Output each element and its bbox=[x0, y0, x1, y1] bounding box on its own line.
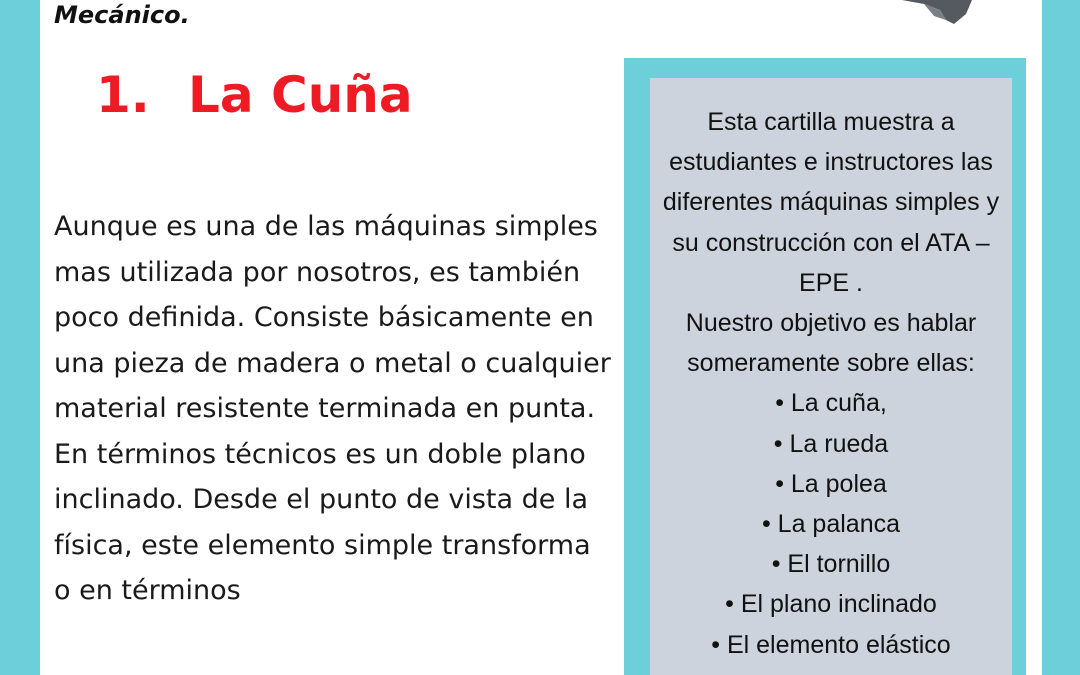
list-item: • La rueda bbox=[773, 429, 889, 458]
body-paragraph-1: Aunque es una de las máquinas simples mas utilizada por nosotros, es también poco definida. Consiste básicamente en una pieza de madera o metal o cualquier material resistente terminada en punta. bbox=[54, 211, 611, 424]
list-item: • El tornillo bbox=[771, 550, 891, 579]
page-title bbox=[96, 60, 413, 130]
list-item: • La polea bbox=[775, 469, 887, 498]
top-label: Mecánico. bbox=[54, 1, 190, 29]
machine-illustration bbox=[862, 0, 972, 26]
sidebar-frame bbox=[624, 58, 1026, 675]
sidebar-box bbox=[650, 78, 1012, 675]
body-paragraph-2: En términos técnicos es un doble plano inclinado. Desde el punto de vista de la física, este elemento simple transforma o en términos bbox=[54, 438, 591, 606]
sidebar-objective: Nuestro objetivo es hablar someramente sobre ellas: bbox=[685, 309, 977, 378]
list-item: • La cuña, bbox=[775, 389, 887, 418]
list-item: • El plano inclinado bbox=[725, 590, 937, 619]
body-text bbox=[54, 204, 614, 614]
sidebar-intro: Esta cartilla muestra a estudiantes e instructores las diferentes máquinas simples y su construcción con el ATA – EPE . bbox=[662, 108, 1000, 297]
title-text: La Cuña bbox=[188, 66, 413, 124]
list-item: • El elemento elástico bbox=[711, 630, 951, 659]
document-page bbox=[40, 0, 1042, 675]
title-number: 1. bbox=[96, 66, 150, 124]
list-item: • La palanca bbox=[761, 510, 901, 539]
machine-list bbox=[650, 383, 1012, 664]
